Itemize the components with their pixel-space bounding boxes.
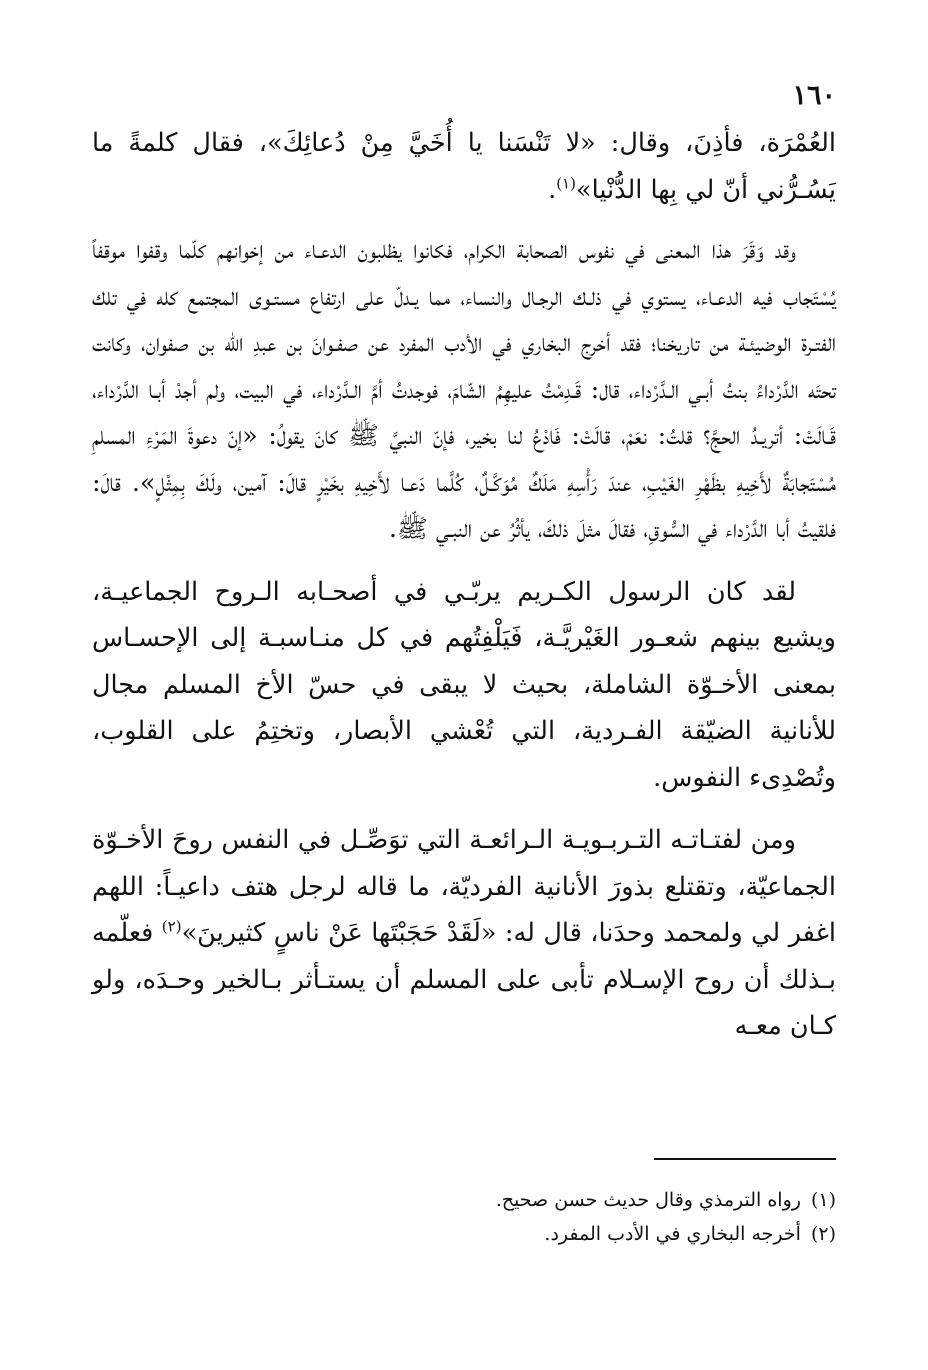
- paragraph-1-text: العُمْرَة، فأذِنَ، وقال: «لا تَنْسَنا يا أُخَيَّ مِنْ دُعائِكَ»، فقال كلمةً ما يَسُـرُّني أنّ لي بِها الدُّنْيا»: [92, 128, 836, 205]
- footnote-ref-1: (١): [556, 174, 576, 192]
- footnote-number: (٢): [810, 1223, 836, 1245]
- paragraph-1: [92, 120, 836, 213]
- footnote-number: (١): [810, 1189, 836, 1211]
- paragraph-2: [92, 227, 836, 553]
- paragraph-4-end: فعلّمه بـذلك أن روح الإسـلام تأبى على المسلم أن يستـأثر بـالخير وحـدَه، ولو كـان معـه: [92, 918, 836, 1041]
- footnote-ref-2: (٢): [161, 917, 182, 936]
- paragraph-1-end: .: [548, 174, 557, 205]
- footnote-2: [92, 1217, 836, 1251]
- footnote-divider: [654, 1158, 836, 1160]
- footnote-1: [92, 1183, 836, 1217]
- body-text: [92, 120, 836, 1066]
- paragraph-4-text: ومن لفتـاتـه التـربـويـة الـرائعـة التي توَصِّـل في النفس روحَ الأخـوّة الجماعيّة، وتقتلع بذورَ الأنانية الفرديّة، ما قاله لرجل هتف داعيـاً: اللهم اغفر لي ولمحمد وحدَنا، قال له: «لَقَدْ حَجَبْتَها عَنْ ناسٍ كثيرينَ»: [92, 825, 837, 948]
- paragraph-2-text: وقد وَقَرَ هذا المعنى في نفوس الصحابة الكرام، فكانوا يظلبون الدعـاء من إخوانهم كلّما وقفوا موقفاً يُسْتَجاب فيه الدعـاء، يستوي في ذلـك الرجـال والنساء، مما يـدلّ على ارتفاع مستـوى المجتمع كله في تلك الفتـرة الوضيئـة من تاريخنا؛ فقد أخرج البخاري في الأدب المفرد عن صفـوانَ بن عبدِ الله بن صفوان، وكانت تحتَه الدَّرْداءُ بنتُ أبـي الـدَّرْداء، قال: قَـدِمْتُ عليهِمُ الشّامَ، فوجدتُ أمَّ الـدَّرْداء، في البيت، ولم أجدْ أبـا الدَّرْداء، قَـالَتْ: أتريـدُ الحجَّ؟ قلتُ: نعَمْ، قالَتْ: فَادْعُ لنا بخير، فإنّ النبيَّ ﷺ كانَ يقولُ: «إنّ دعوةَ المَرْءِ المسلمِ مُسْتَجابَةٌ لأَخِيهِ بظَهْرِ الغَيْبِ، عندَ رَأْسِهِ مَلَكٌ مُوَكَّـلٌ، كُلَّما دَعـا لأَخِيهِ بخَيْرٍ قالَ: آمين، ولَكَ بِمِثْلٍ». قالَ: فلقيتُ أبا الدَّرْداء في السُّوقِ، فقالَ مثلَ ذلكَ، يأثُرُ عن النبـي ﷺ.: [92, 235, 836, 544]
- footnotes: [92, 1183, 836, 1251]
- page-number: ١٦٠: [792, 80, 836, 111]
- footnote-text: رواه الترمذي وقال حديث حسن صحيح.: [495, 1189, 801, 1211]
- footnote-text: أخرجه البخاري في الأدب المفرد.: [544, 1223, 801, 1245]
- paragraph-4: [92, 817, 836, 1050]
- paragraph-3: [92, 569, 836, 802]
- paragraph-3-text: لقد كان الرسول الكـريم يربّـي في أصحـابه الـروح الجماعيـة، ويشيع بينهم شعـور الغَيْريَّـة، فَيَلْفِتُهم في كل منـاسبـة إلى الإحسـاس بمعنى الأخـوّة الشاملة، بحيث لا يبقى في حسّ الأخ المسلم مجال للأنانية الضيّقة الفـردية، التي تُعْشي الأبصار، وتختِمُ على القلوب، وتُصْدِىء النفوس.: [92, 576, 836, 793]
